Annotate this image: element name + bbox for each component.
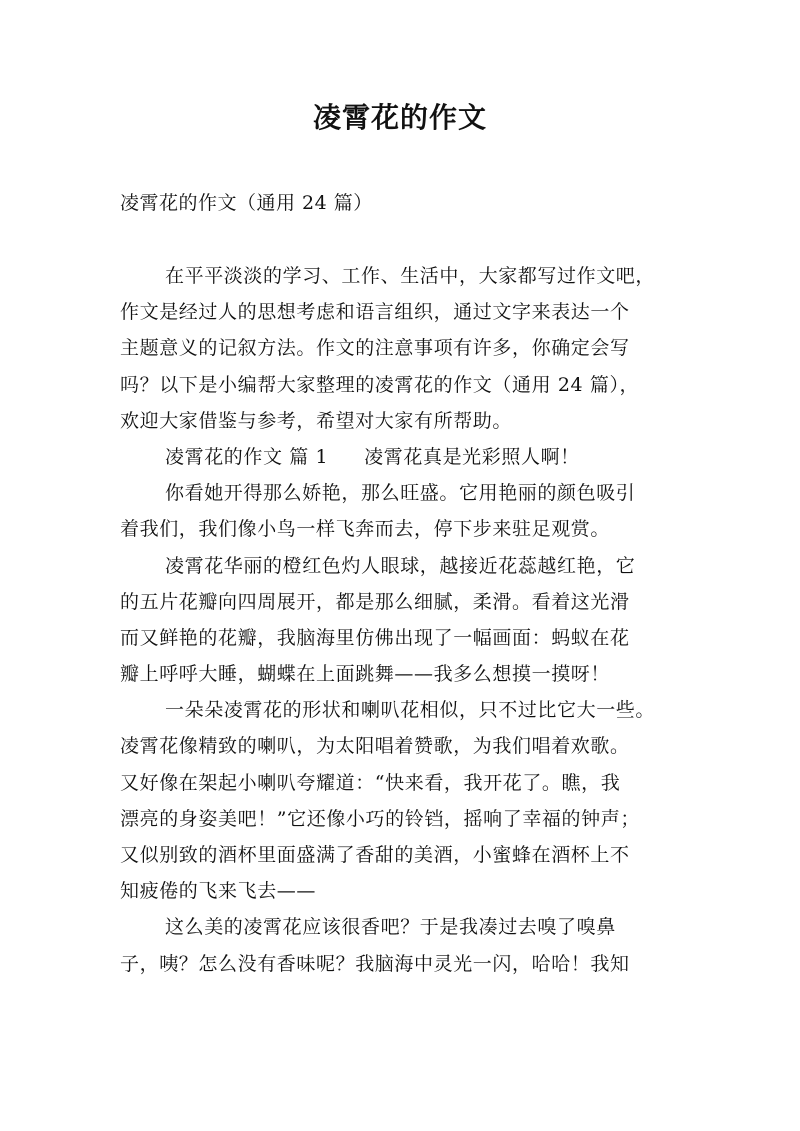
paragraph-line: 的五片花瓣向四周展开，都是那么细腻，柔滑。看着这光滑: [120, 590, 630, 613]
paragraph-line: 作文是经过人的思想考虑和语言组织，通过文字来表达一个: [120, 301, 630, 324]
paragraph-line: 又好像在架起小喇叭夸耀道：“快来看，我开花了。瞧，我: [120, 771, 621, 794]
paragraph-line: 吗？以下是小编帮大家整理的凌霄花的作文（通用 24 篇），: [120, 373, 640, 396]
document-subtitle: 凌霄花的作文（通用 24 篇）: [120, 192, 373, 214]
paragraph-line: 而又鲜艳的花瓣，我脑海里仿佛出现了一幅画面：蚂蚁在花: [120, 626, 630, 649]
paragraph-line: 这么美的凌霄花应该很香吧？于是我凑过去嗅了嗅鼻: [165, 916, 616, 939]
paragraph-line: 知疲倦的飞来飞去——: [120, 880, 317, 903]
document-title: 凌霄花的作文: [312, 101, 487, 134]
section-heading: 凌霄花的作文 篇 1: [165, 445, 329, 468]
paragraph-line: 欢迎大家借鉴与参考，希望对大家有所帮助。: [120, 409, 513, 432]
document-body: [120, 258, 686, 982]
section-heading-line: [120, 439, 686, 475]
paragraph-line: 漂亮的身姿美吧！”它还像小巧的铃铛，摇响了幸福的钟声；: [120, 807, 640, 830]
paragraph-line: 瓣上呼呼大睡，蝴蝶在上面跳舞——我多么想摸一摸呀！: [120, 663, 611, 686]
paragraph-line: 凌霄花华丽的橙红色灼人眼球，越接近花蕊越红艳，它: [165, 554, 636, 577]
paragraph-line: 你看她开得那么娇艳，那么旺盛。它用艳丽的颜色吸引: [165, 482, 636, 505]
paragraph-line: 着我们，我们像小鸟一样飞奔而去，停下步来驻足观赏。: [120, 518, 611, 541]
paragraph-line: 凌霄花像精致的喇叭，为太阳唱着赞歌，为我们唱着欢歌。: [120, 735, 630, 758]
paragraph-line: 又似别致的酒杯里面盛满了香甜的美酒，小蜜蜂在酒杯上不: [120, 844, 630, 866]
paragraph-line: 在平平淡淡的学习、工作、生活中，大家都写过作文吧，: [165, 265, 656, 287]
paragraph-line: 主题意义的记叙方法。作文的注意事项有许多，你确定会写: [120, 337, 630, 360]
paragraph-line: 一朵朵凌霄花的形状和喇叭花相似，只不过比它大一些。: [165, 699, 656, 722]
section-first-sentence: 凌霄花真是光彩照人啊！: [364, 445, 580, 468]
paragraph-line: 子，咦？怎么没有香味呢？我脑海中灵光一闪，哈哈！我知: [120, 952, 630, 975]
